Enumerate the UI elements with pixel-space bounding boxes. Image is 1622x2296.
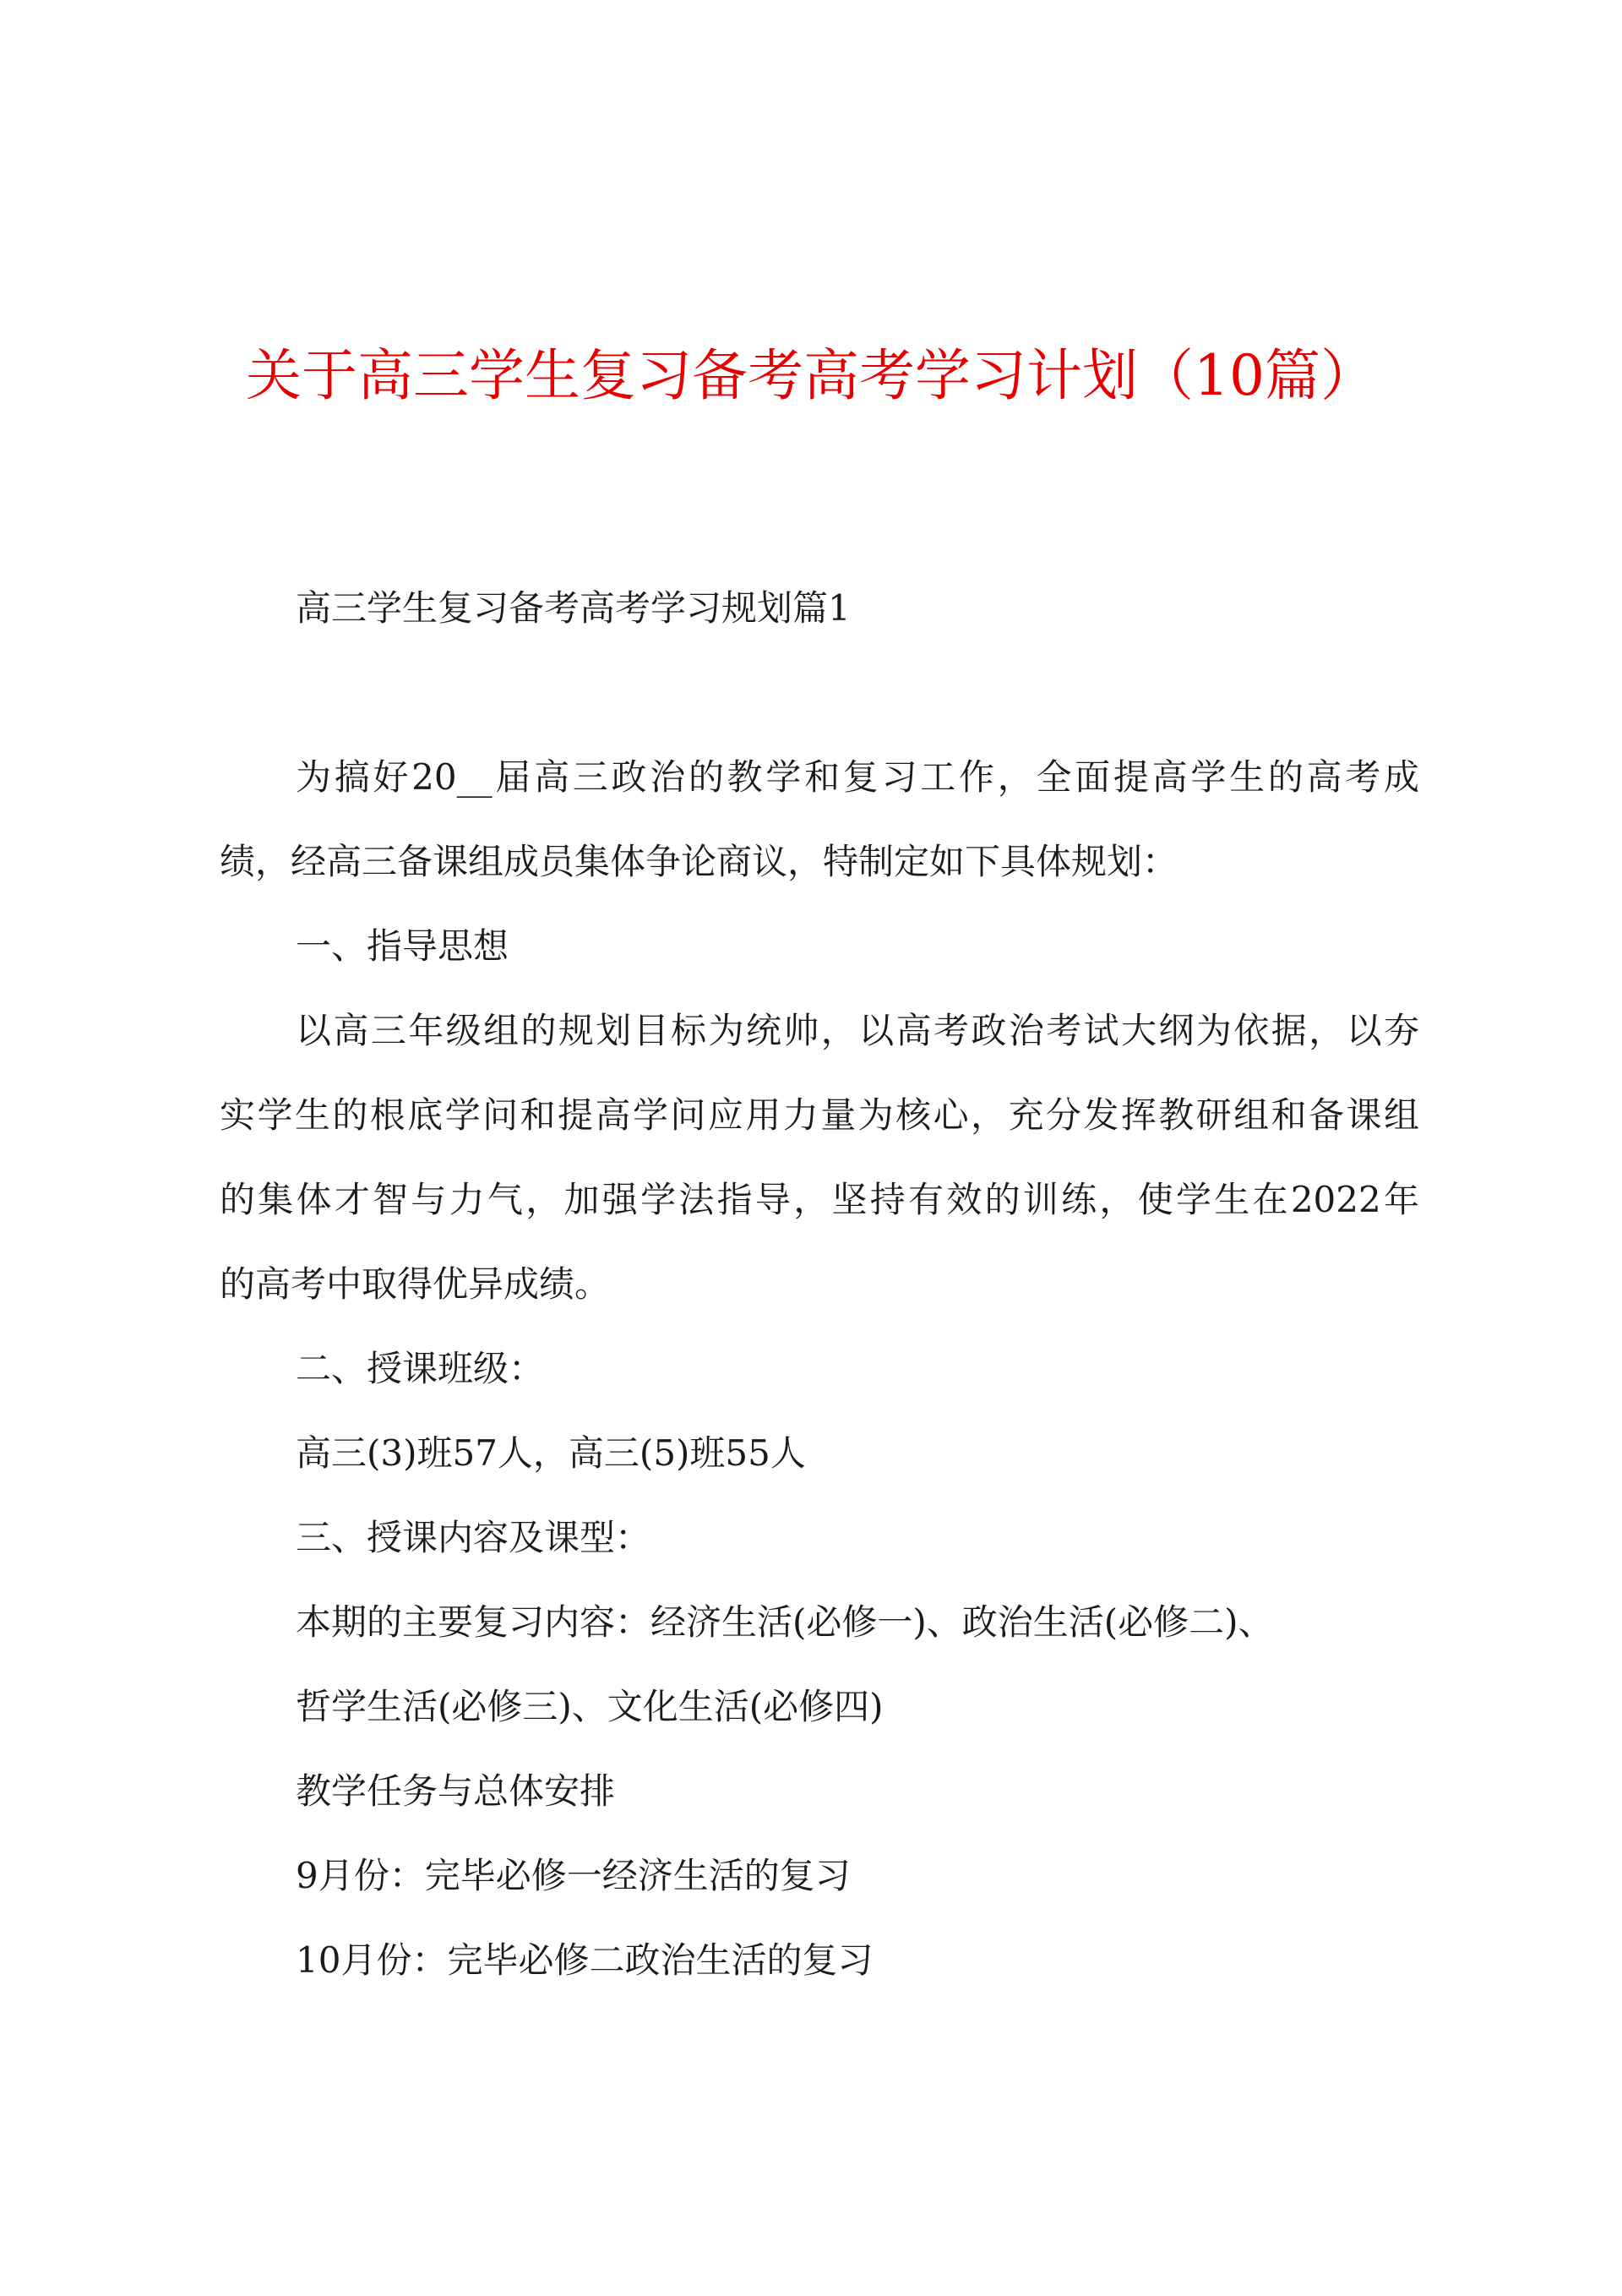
paragraph-line: 为搞好20__届高三政治的教学和复习工作，全面提高学生的高考成 <box>296 756 1419 798</box>
heading-tasks: 教学任务与总体安排 <box>296 1770 616 1812</box>
paragraph-line: 本期的主要复习内容：经济生活(必修一)、政治生活(必修二)、 <box>296 1601 1274 1643</box>
paragraph-line: 的集体才智与力气，加强学法指导，坚持有效的训练，使学生在2022年 <box>220 1179 1419 1220</box>
schedule-item: 10月份：完毕必修二政治生活的复习 <box>296 1939 874 1981</box>
paragraph-line: 的高考中取得优异成绩。 <box>220 1263 611 1305</box>
heading-content: 三、授课内容及课型： <box>296 1517 651 1558</box>
paragraph-line: 哲学生活(必修三)、文化生活(必修四) <box>296 1686 884 1727</box>
paragraph-line: 高三(3)班57人，高三(5)班55人 <box>296 1432 806 1474</box>
section-heading: 高三学生复习备考高考学习规划篇1 <box>296 587 851 629</box>
document-title: 关于高三学生复习备考高考学习计划（10篇） <box>246 343 1376 408</box>
paragraph-line: 实学生的根底学问和提高学问应用力量为核心，充分发挥教研组和备课组 <box>220 1094 1419 1136</box>
heading-classes: 二、授课班级： <box>296 1348 545 1389</box>
schedule-item: 9月份：完毕必修一经济生活的复习 <box>296 1855 851 1896</box>
paragraph-line: 以高三年级组的规划目标为统帅，以高考政治考试大纲为依据，以夯 <box>296 1010 1419 1051</box>
heading-guiding-ideology: 一、指导思想 <box>296 925 509 967</box>
paragraph-line: 绩，经高三备课组成员集体争论商议，特制定如下具体规划： <box>220 841 1178 882</box>
